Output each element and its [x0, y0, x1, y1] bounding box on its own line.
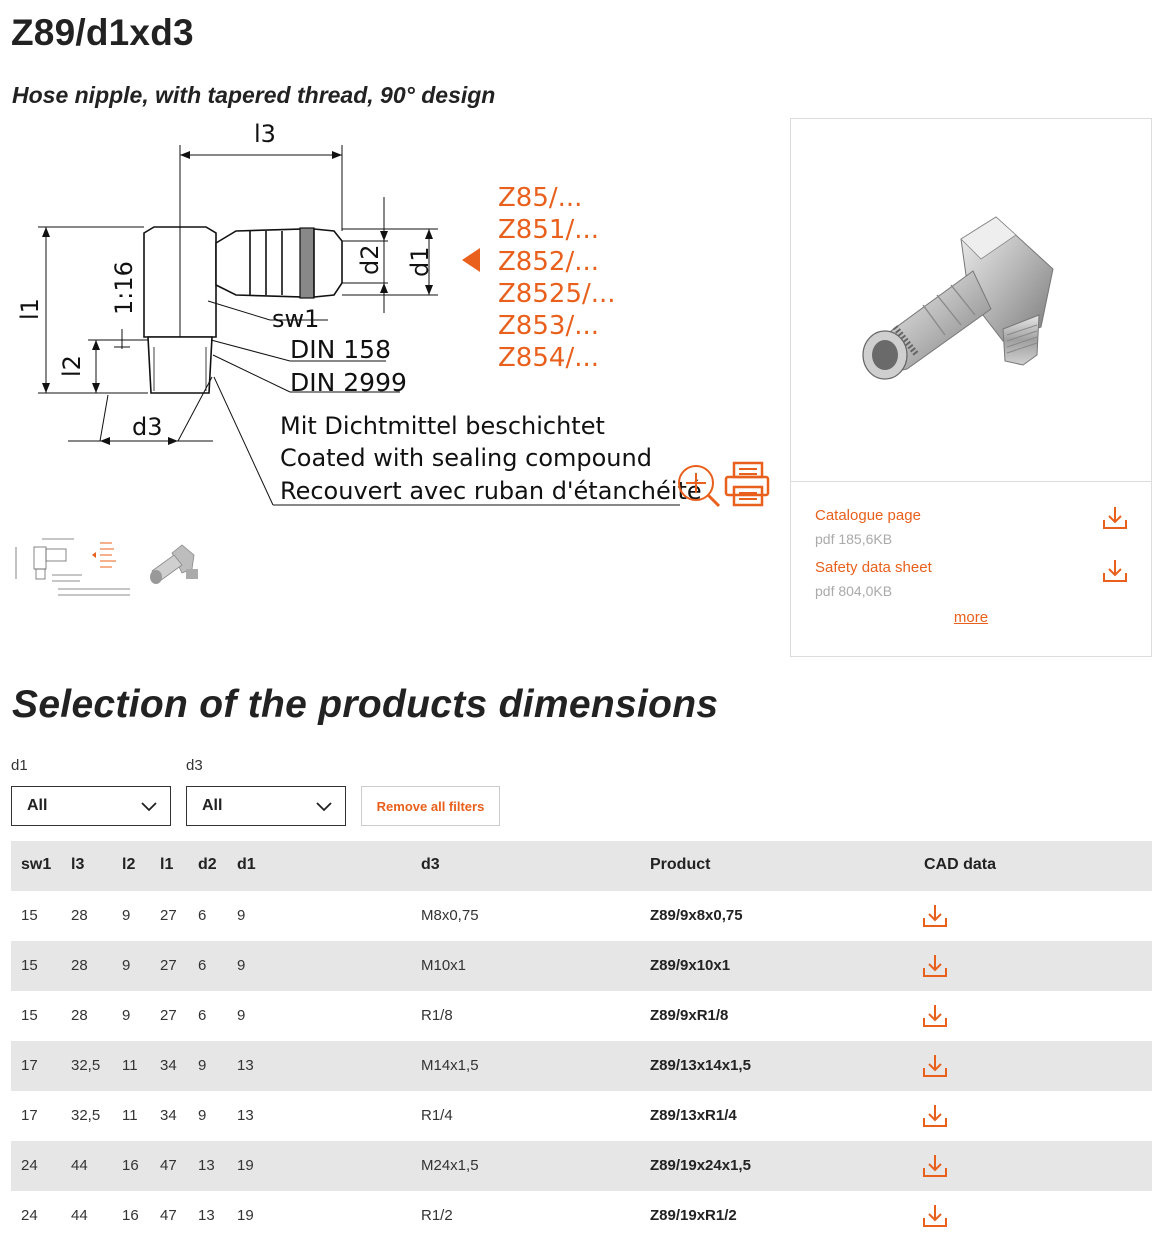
table-row [11, 1141, 1152, 1191]
cell-l3: 28 [71, 907, 88, 924]
cell-l2: 16 [122, 1157, 139, 1174]
cell-l1: 34 [160, 1057, 177, 1074]
cell-l3: 32,5 [71, 1057, 101, 1074]
more-link[interactable]: more [953, 609, 989, 626]
cell-l1: 47 [160, 1207, 177, 1224]
safety-data-sheet-link[interactable]: Safety data sheet [815, 559, 932, 576]
dim-label: sw1 [272, 305, 320, 333]
safety-data-sheet-meta: pdf 804,0KB [815, 583, 893, 599]
cell-d1: 19 [237, 1207, 254, 1224]
standard-label: DIN 158 [290, 335, 391, 364]
column-header-product[interactable]: Product [650, 856, 711, 873]
dim-label: d3 [132, 413, 163, 441]
reference-label: Z851/... [498, 215, 599, 245]
product-image[interactable] [791, 119, 1151, 481]
cell-d1: 13 [237, 1107, 254, 1124]
catalogue-page-meta: pdf 185,6KB [815, 531, 893, 547]
filter-select-d1[interactable] [11, 786, 171, 826]
download-icon[interactable] [1102, 558, 1128, 584]
dim-label: 1:16 [110, 261, 138, 315]
filter-label-d3: d3 [186, 757, 203, 774]
cell-d2: 6 [198, 907, 207, 924]
thumbnail-drawing[interactable] [12, 525, 132, 600]
filter-select-d3[interactable] [186, 786, 346, 826]
reference-label: Z852/... [498, 247, 599, 277]
cell-product[interactable]: Z89/19xR1/2 [650, 1207, 737, 1224]
cell-d3: R1/8 [421, 1007, 453, 1024]
cell-product[interactable]: Z89/19x24x1,5 [650, 1157, 751, 1174]
cell-l3: 44 [71, 1157, 88, 1174]
cell-d3: M10x1 [421, 957, 467, 974]
cell-d3: M14x1,5 [421, 1057, 479, 1074]
filter-value: All [27, 797, 48, 814]
filter-label-d1: d1 [11, 757, 28, 774]
panel-divider [791, 481, 1151, 482]
column-header-l1[interactable]: l1 [160, 856, 174, 873]
drawing-note: Mit Dichtmittel beschichtet [280, 412, 605, 440]
table-header-row [11, 841, 1152, 891]
cell-d1: 19 [237, 1157, 254, 1174]
cell-l2: 11 [122, 1057, 138, 1074]
cell-product[interactable]: Z89/9x8x0,75 [650, 907, 743, 924]
cell-d2: 13 [198, 1157, 215, 1174]
filter-value: All [202, 797, 223, 814]
cell-l3: 28 [71, 957, 88, 974]
cell-sw1: 15 [21, 957, 38, 974]
dim-label: l3 [254, 120, 276, 148]
technical-drawing [8, 115, 778, 515]
cell-d2: 9 [198, 1107, 207, 1124]
cell-product[interactable]: Z89/9x10x1 [650, 957, 731, 974]
cell-product[interactable]: Z89/13x14x1,5 [650, 1057, 751, 1074]
product-media-panel [790, 118, 1152, 657]
cell-l1: 34 [160, 1107, 177, 1124]
image-thumbnails [12, 525, 212, 605]
drawing-note: Coated with sealing compound [280, 444, 652, 472]
cad-download-icon[interactable] [922, 953, 948, 979]
cell-l2: 9 [122, 1007, 131, 1024]
cell-l3: 28 [71, 1007, 88, 1024]
cell-d3: M24x1,5 [421, 1157, 479, 1174]
cad-download-icon[interactable] [922, 1003, 948, 1029]
cell-l1: 27 [160, 1007, 177, 1024]
cad-download-icon[interactable] [922, 903, 948, 929]
cell-sw1: 17 [21, 1107, 38, 1124]
thumbnail-photo[interactable] [142, 525, 212, 600]
cell-l2: 11 [122, 1107, 138, 1124]
standard-label: DIN 2999 [290, 368, 407, 397]
reference-label: Z853/... [498, 311, 599, 341]
cell-d2: 6 [198, 957, 207, 974]
print-icon[interactable] [726, 463, 768, 505]
cell-product[interactable]: Z89/13xR1/4 [650, 1107, 737, 1124]
cell-l2: 9 [122, 957, 131, 974]
cell-l2: 16 [122, 1207, 139, 1224]
cad-download-icon[interactable] [922, 1053, 948, 1079]
catalogue-page-link[interactable]: Catalogue page [815, 507, 921, 524]
reference-label: Z854/... [498, 343, 599, 373]
column-header-d2[interactable]: d2 [198, 856, 217, 873]
cell-d2: 13 [198, 1207, 215, 1224]
cell-sw1: 17 [21, 1057, 38, 1074]
cell-l1: 27 [160, 957, 177, 974]
page-title: Z89/d1xd3 [11, 12, 194, 53]
dimensions-table [11, 841, 1152, 1241]
table-row [11, 891, 1152, 941]
product-subtitle: Hose nipple, with tapered thread, 90° design [12, 82, 496, 108]
cell-l3: 32,5 [71, 1107, 101, 1124]
dim-label: l1 [16, 298, 44, 320]
download-icon[interactable] [1102, 505, 1128, 531]
cell-product[interactable]: Z89/9xR1/8 [650, 1007, 729, 1024]
reference-label: Z85/... [498, 183, 583, 213]
table-row [11, 991, 1152, 1041]
table-row [11, 941, 1152, 991]
cell-l2: 9 [122, 907, 131, 924]
chevron-down-icon [315, 798, 333, 816]
cell-sw1: 15 [21, 907, 38, 924]
cell-l1: 47 [160, 1157, 177, 1174]
cell-l1: 27 [160, 907, 177, 924]
remove-all-filters-button[interactable]: Remove all filters [361, 786, 500, 826]
cell-d1: 9 [237, 957, 246, 974]
column-header-cad-data: CAD data [924, 856, 997, 873]
table-row [11, 1041, 1152, 1091]
dim-label: l2 [58, 355, 86, 377]
reference-label: Z8525/... [498, 279, 616, 309]
table-row [11, 1191, 1152, 1241]
cell-sw1: 24 [21, 1157, 38, 1174]
column-header-l2[interactable]: l2 [122, 856, 136, 873]
cell-d3: R1/2 [421, 1207, 453, 1224]
cell-d1: 9 [237, 907, 246, 924]
cell-d1: 9 [237, 1007, 246, 1024]
column-header-sw1[interactable]: sw1 [21, 856, 52, 873]
column-header-d3[interactable]: d3 [421, 856, 440, 873]
drawing-note: Recouvert avec ruban d'étanchéité [280, 477, 702, 505]
cell-d1: 13 [237, 1057, 254, 1074]
chevron-down-icon [140, 798, 158, 816]
dim-label: d2 [356, 244, 384, 275]
dim-label: d1 [406, 246, 434, 277]
cell-sw1: 15 [21, 1007, 38, 1024]
cad-download-icon[interactable] [922, 1103, 948, 1129]
table-row [11, 1091, 1152, 1141]
cell-d2: 9 [198, 1057, 207, 1074]
column-header-l3[interactable]: l3 [71, 856, 85, 873]
reference-arrow-icon [462, 248, 480, 272]
section-title: Selection of the products dimensions [12, 683, 719, 726]
cell-l3: 44 [71, 1207, 88, 1224]
column-header-d1[interactable]: d1 [237, 856, 256, 873]
cell-d2: 6 [198, 1007, 207, 1024]
cad-download-icon[interactable] [922, 1153, 948, 1179]
cell-d3: M8x0,75 [421, 907, 479, 924]
cell-d3: R1/4 [421, 1107, 453, 1124]
cell-sw1: 24 [21, 1207, 38, 1224]
cad-download-icon[interactable] [922, 1203, 948, 1229]
